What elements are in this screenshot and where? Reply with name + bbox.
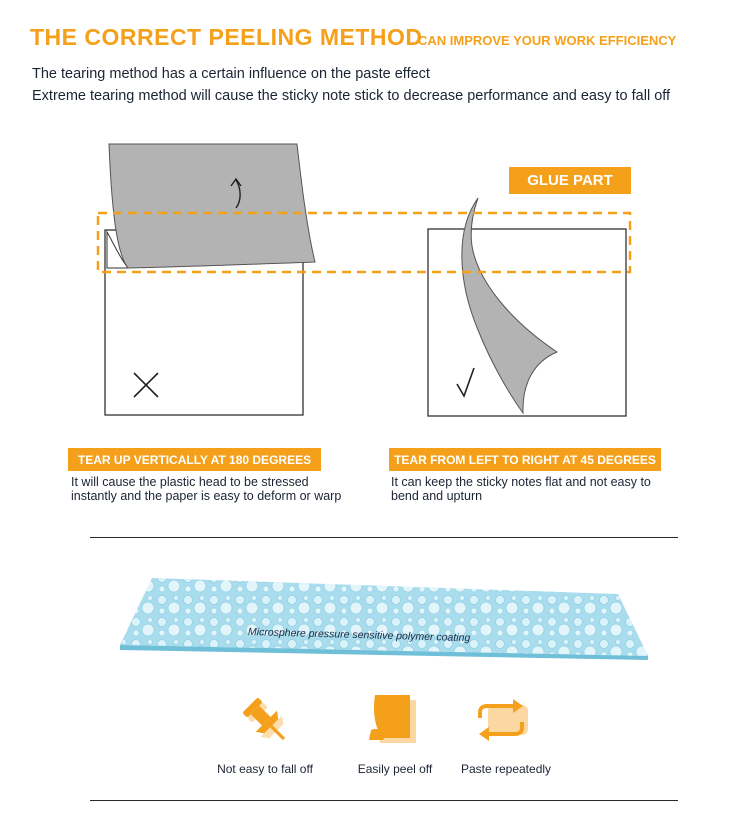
- feature-label-repeat: Paste repeatedly: [460, 762, 552, 776]
- lifted-sheet-vertical: [109, 144, 315, 268]
- glue-part-label: GLUE PART: [509, 167, 631, 194]
- coating-label: Microsphere pressure sensitive polymer coating: [247, 626, 471, 645]
- coating-slab: [120, 578, 648, 660]
- intro-line-1: The tearing method has a certain influence on the paste effect: [32, 66, 430, 82]
- feature-label-no-fall: Not easy to fall off: [217, 762, 313, 776]
- feature-label-peel: Easily peel off: [357, 762, 433, 776]
- intro-line-2: Extreme tearing method will cause the sticky note stick to decrease performance and easy to fall off: [32, 88, 671, 104]
- divider-top: [90, 537, 678, 538]
- pushpin-icon: [239, 694, 294, 749]
- page-subtitle: CAN IMPROVE YOUR WORK EFFICIENCY: [418, 33, 677, 48]
- coating-bubbles: [120, 578, 648, 656]
- divider-bottom: [90, 800, 678, 801]
- repeat-arrows-icon: [479, 699, 528, 741]
- wrong-method-tag: TEAR UP VERTICALLY AT 180 DEGREES: [68, 448, 321, 471]
- right-method-note: [428, 198, 626, 416]
- right-method-tag: TEAR FROM LEFT TO RIGHT AT 45 DEGREES: [389, 448, 661, 471]
- right-method-description: It can keep the sticky notes flat and not easy to bend and upturn: [391, 475, 651, 503]
- note-square-right: [428, 229, 626, 416]
- wrong-method-description: It will cause the plastic head to be stressed instantly and the paper is easy to deform or warp: [71, 475, 342, 503]
- page-title: THE CORRECT PEELING METHOD: [30, 24, 423, 50]
- wrong-method-note: [105, 144, 315, 415]
- peel-page-icon: [369, 695, 416, 743]
